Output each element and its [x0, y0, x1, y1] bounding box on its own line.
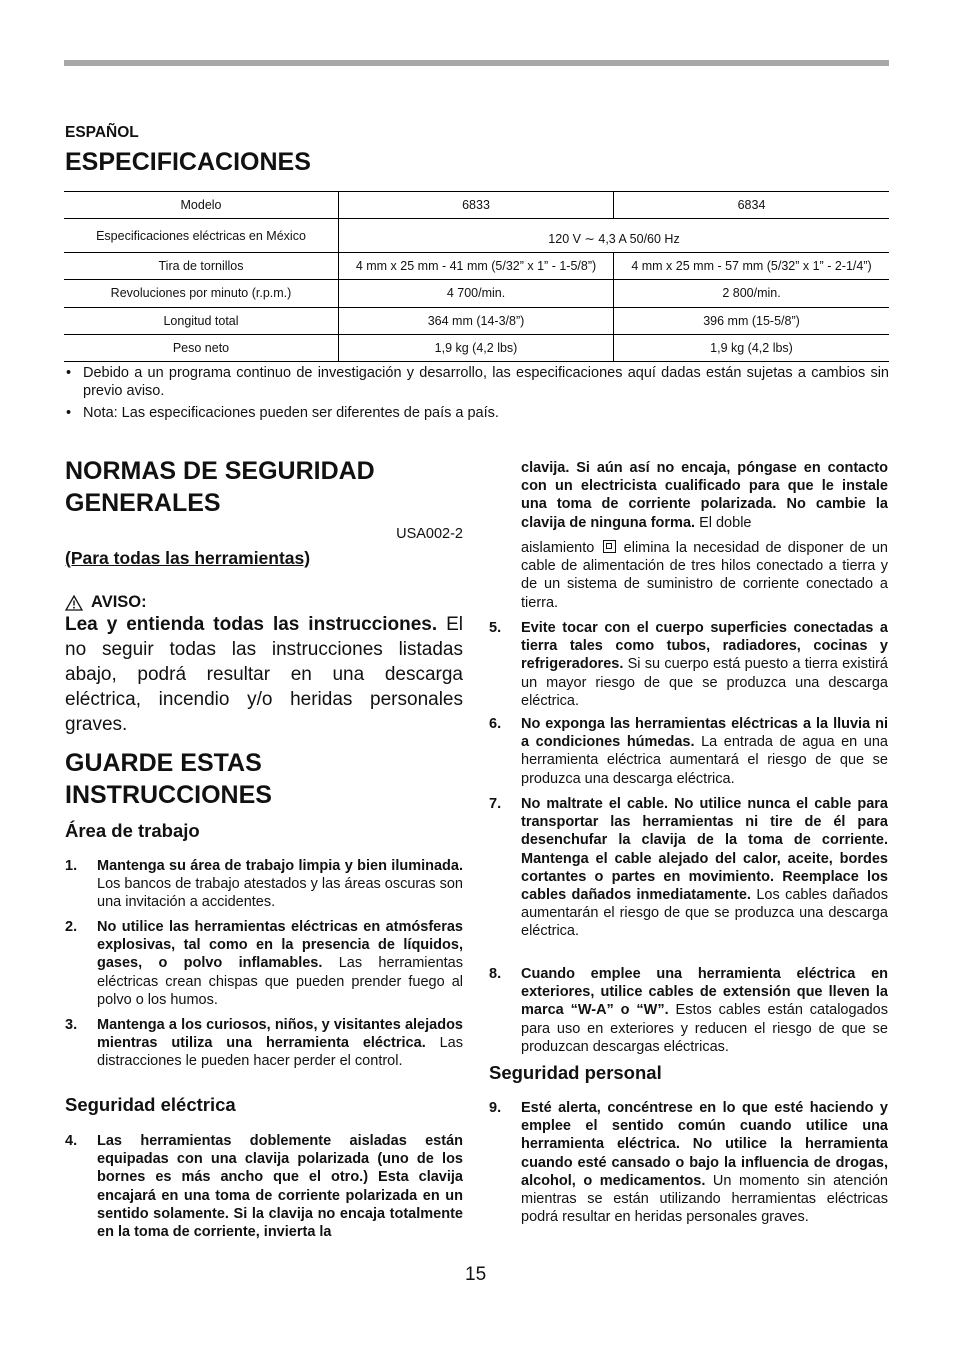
note-item: • Debido a un programa continuo de investigación y desarrollo, las especificaciones aquí dadas están sujetas a cambios sin previo aviso.: [64, 364, 889, 400]
table-cell: Peso neto: [64, 334, 339, 361]
table-row: [64, 252, 889, 279]
top-rule: [64, 60, 889, 66]
document-code: USA002-2: [396, 526, 463, 542]
list-item: 2. No utilice las herramientas eléctricas en atmósferas explosivas, tal como en la presencia de líquidos, gases, o polvo inflamables. Las herramientas eléctricas crean chispas que pueden prender fuego al polvo o los humos.: [65, 919, 463, 1008]
table-cell: 396 mm (15-5/8”): [614, 307, 890, 334]
note-item: • Nota: Las especificaciones pueden ser diferentes de país a país.: [64, 404, 889, 422]
warning-text: Lea y entienda todas las instrucciones. El no seguir todas las instrucciones listadas abajo, podrá resultar en una descarga eléctrica, incendio y/o heridas personales graves.: [65, 614, 463, 735]
table-header-row: [64, 192, 889, 219]
page-number: 15: [465, 1264, 487, 1285]
list-item: 3. Mantenga a los curiosos, niños, y visitantes alejados mientras utiliza una herramienta eléctrica. Las distracciones le pueden hacer perder el control.: [65, 1017, 463, 1070]
table-row: [64, 307, 889, 334]
table-cell: 120 V ∼ 4,3 A 50/60 Hz: [339, 219, 890, 252]
list-item: 7. No maltrate el cable. No utilice nunca el cable para transportar las herramientas ni tire de él para desenchufar la clavija de la toma de corriente. Mantenga el cable alejado del calor, aceite, bordes cortantes o partes en movimiento. Reemplace los cables dañados inmediatamente. Los cables dañados aumentarán el riesgo de que se produzca una descarga eléctrica.: [489, 796, 888, 940]
table-cell: Revoluciones por minuto (r.p.m.): [64, 280, 339, 307]
table-cell: 2 800/min.: [614, 280, 890, 307]
table-row: [64, 280, 889, 307]
table-cell: 6833: [339, 192, 614, 219]
language-label: ESPAÑOL: [65, 124, 139, 141]
list-item: 6. No exponga las herramientas eléctricas a la lluvia ni a condiciones húmedas. La entrada de agua en una herramienta eléctrica aumentará el riesgo de que se produzca una descarga eléctrica.: [489, 716, 888, 787]
table-cell: 6834: [614, 192, 890, 219]
table-cell: Longitud total: [64, 307, 339, 334]
warning-triangle-icon: [65, 595, 83, 611]
double-insulation-icon: [603, 540, 616, 553]
list-item: 8. Cuando emplee una herramienta eléctrica en exteriores, utilice cables de extensión que lleven la marca “W-A” o “W”. Estos cables están catalogados para uso en exteriores y reducen el riesgo de que se produzcan descargas eléctricas.: [489, 966, 888, 1055]
safety-title: NORMAS DE SEGURIDAD GENERALES: [65, 457, 375, 517]
page-title: ESPECIFICACIONES: [65, 148, 311, 176]
table-cell: Especificaciones eléctricas en México: [64, 219, 339, 252]
table-row: [64, 334, 889, 361]
spec-table: [64, 191, 889, 362]
list-item: 9. Esté alerta, concéntrese en lo que esté haciendo y emplee el sentido común cuando utilice una herramienta eléctrica. No utilice la herramienta cuando esté cansado o bajo la influencia de drogas, alcohol, o medicamentos. Un momento sin atención mientras se están utilizando herramientas eléctricas podrá resultar en heridas personales graves.: [489, 1100, 888, 1226]
table-row: [64, 219, 889, 252]
section-electrical: Seguridad eléctrica: [65, 1094, 236, 1115]
section-work-area: Área de trabajo: [65, 820, 200, 841]
section-personal: Seguridad personal: [489, 1062, 662, 1083]
table-cell: 1,9 kg (4,2 lbs): [339, 334, 614, 361]
table-cell: 4 700/min.: [339, 280, 614, 307]
safety-subtitle: (Para todas las herramientas): [65, 548, 311, 568]
table-cell: 1,9 kg (4,2 lbs): [614, 334, 890, 361]
spec-notes: [64, 364, 889, 426]
list-item-continued: aislamiento elimina la necesidad de disponer de un cable de alimentación de tres hilos conectado a tierra y de un sistema de suministro de corriente conectado a tierra.: [521, 540, 888, 611]
table-cell: 4 mm x 25 mm - 57 mm (5/32” x 1” - 2-1/4”): [614, 252, 890, 279]
warning-heading: AVISO:: [65, 593, 147, 612]
save-instructions-title: GUARDE ESTAS INSTRUCCIONES: [65, 749, 272, 809]
list-item: 4. Las herramientas doblemente aisladas están equipadas con una clavija polarizada (uno de los bornes es más ancho que el otro.) Esta clavija encajará en una toma de corriente polarizada en un sentido solamente. Si la clavija no encaja totalmente en la toma de corriente, invierta la: [65, 1133, 463, 1241]
list-item: 5. Evite tocar con el cuerpo superficies conectadas a tierra tales como tubos, radiadores, cocinas y refrigeradores. Si su cuerpo está puesto a tierra existirá un mayor riesgo de que se produzca una descarga eléctrica.: [489, 620, 888, 709]
table-cell: 4 mm x 25 mm - 41 mm (5/32” x 1” - 1-5/8”): [339, 252, 614, 279]
list-item-continued: clavija. Si aún así no encaja, póngase en contacto con un electricista cualificado para que le instale una toma de corriente polarizada. No cambie la clavija de ninguna forma. El doble: [521, 460, 888, 531]
list-item: 1. Mantenga su área de trabajo limpia y bien iluminada. Los bancos de trabajo atestados y las áreas oscuras son una invitación a accidentes.: [65, 858, 463, 911]
table-cell: 364 mm (14-3/8”): [339, 307, 614, 334]
table-cell: Tira de tornillos: [64, 252, 339, 279]
table-cell: Modelo: [64, 192, 339, 219]
